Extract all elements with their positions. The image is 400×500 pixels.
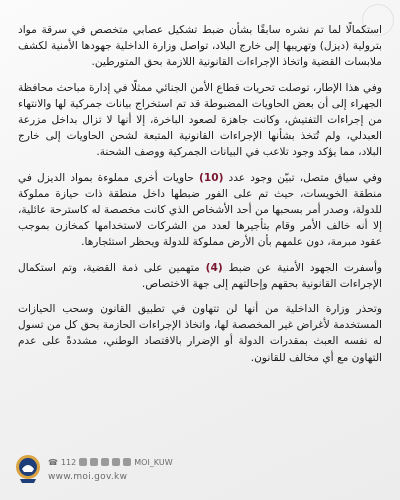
paragraph-5: وتحذر وزارة الداخلية من أنها لن تتهاون في تطبيق القانون وسحب الحيازات المستخدمة لأغراض غير المخصصة لها، واتخاذ الإجراءات الحازمة بحق كل من تسول له نفسه العبث بمقدرات الدولة أو الإضرار بالاقتصاد الوطني، مشددةً على عدم التهاون مع أي مخالف للقانون. xyxy=(18,303,382,364)
highlighted-number: (4) xyxy=(205,261,223,274)
highlighted-number: (10) xyxy=(198,171,224,184)
facebook-icon[interactable] xyxy=(123,458,131,466)
press-release-body xyxy=(18,22,382,375)
phone-icon: ☎ xyxy=(48,457,58,467)
paragraph-1: استكمالًا لما تم نشره سابقًا بشأن ضبط تشكيل عصابي متخصص في سرقة مواد بترولية (ديزل) وتهريبها إلى خارج البلاد، تواصل وزارة الداخلية جهودها الأمنية لكشف ملابسات القضية واتخاذ الإجراءات القانونية اللازمة بحق المتورطين. xyxy=(18,24,382,69)
website-link[interactable]: www.moi.gov.kw xyxy=(48,472,128,482)
instagram-icon[interactable] xyxy=(90,458,98,466)
x-icon[interactable] xyxy=(112,458,120,466)
social-handle[interactable]: MOI_KUW xyxy=(134,457,173,467)
paragraph-2: وفي هذا الإطار، توصلت تحريات قطاع الأمن الجنائي ممثلًا في إدارة مباحث محافظة الجهراء إلى أن بعض الحاويات المضبوطة قد تم استخراج بيانات جمركية لها والانتهاء من إجراءات التفتيش، وكانت جاهزة لصعود الباخرة، إلا أنها لا تزال بداخل مزرعة العبدلي، ولم تُتخذ بشأنها الإجراءات القانونية المتبعة لشحن الحاويات إلى خارج البلاد، مما يؤكد وجود تلاعب في البيانات الجمركية ووصف الشحنة. xyxy=(18,81,382,159)
hotline-number[interactable]: 112 xyxy=(60,457,77,467)
youtube-icon[interactable] xyxy=(101,458,109,466)
snapchat-icon[interactable] xyxy=(79,458,87,466)
paragraph-4: وأسفرت الجهود الأمنية عن ضبط (4) متهمين على ذمة القضية، وتم استكمال الإجراءات القانونية بحقهم وإحالتهم إلى جهة الاختصاص. xyxy=(18,261,382,290)
contact-row xyxy=(48,456,173,468)
paragraph-3: وفي سياق متصل، تبيّن وجود عدد (10) حاويات أخرى مملوءة بمواد الديزل في منطقة الخويسات، حيث تم على الفور ضبطها داخل منطقة ذات حيازة مملوكة للدولة، وصدر أمر بسحبها من أحد الأشخاص الذي كانت مخصصة له كاسترحة عائلية، إلا أنه خالف الأمر وقام بتأجيرها لعدد من الشركات لاستخدامها كمخازن بموجب عقود مبرمة، دون علمهم بأن الأرض مملوكة للدولة ويحظر استئجارها. xyxy=(18,171,382,249)
footer xyxy=(14,450,214,494)
ministry-emblem-icon xyxy=(14,452,42,486)
